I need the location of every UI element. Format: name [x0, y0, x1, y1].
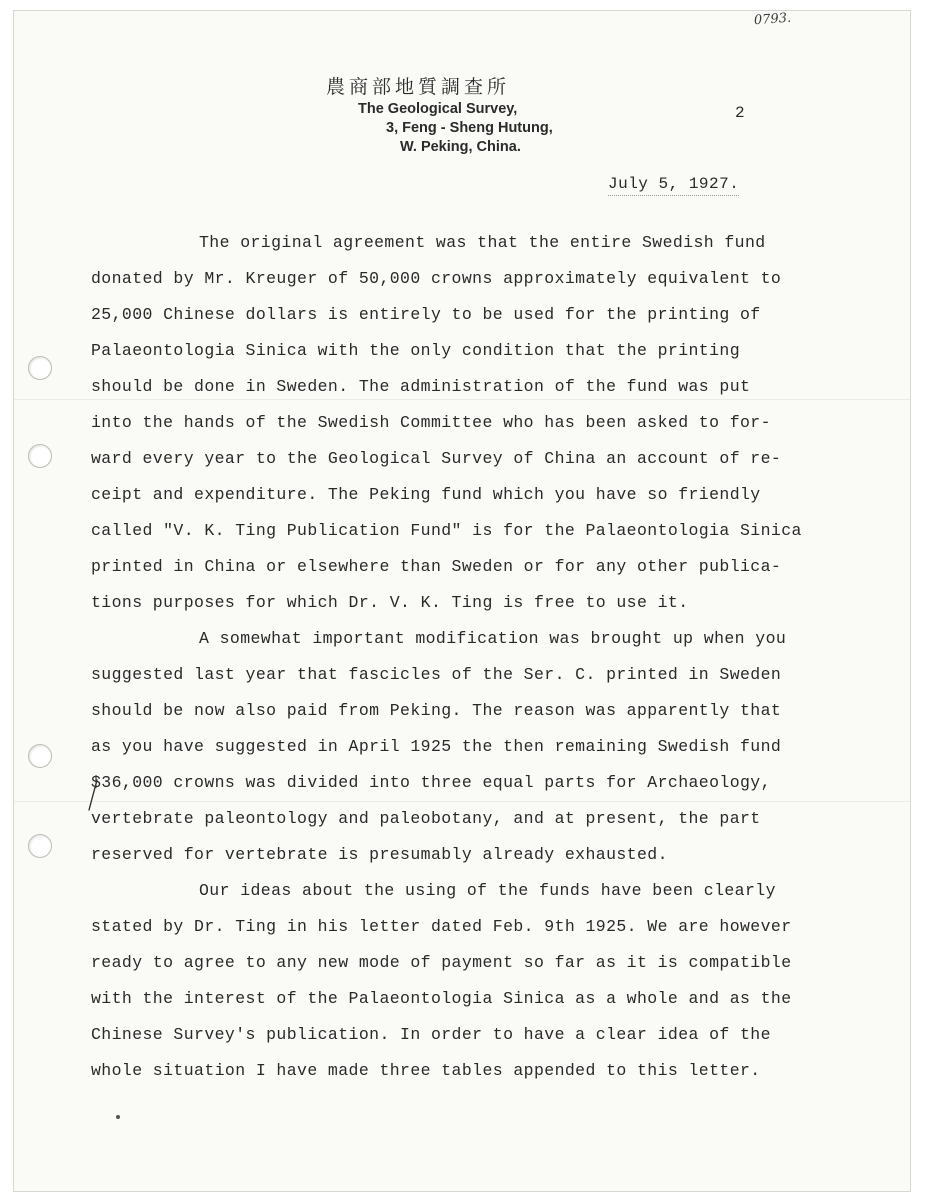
archive-number: 0793.	[753, 10, 792, 29]
text-line: printed in China or elsewhere than Sweden or for any other publica-	[91, 557, 782, 576]
text-line: ceipt and expenditure. The Peking fund which you have so friendly	[91, 485, 761, 504]
punch-hole	[28, 834, 52, 858]
text-line: Palaeontologia Sinica with the only condition that the printing	[91, 341, 741, 360]
text-line: stated by Dr. Ting in his letter dated Feb. 9th 1925. We are however	[91, 917, 792, 936]
text-line: ward every year to the Geological Survey of China an account of re-	[91, 449, 782, 468]
text-line: with the interest of the Palaeontologia Sinica as a whole and as the	[91, 989, 792, 1008]
paragraph-3	[91, 873, 851, 1089]
text-line: whole situation I have made three tables appended to this letter.	[91, 1061, 761, 1080]
text-line: should be now also paid from Peking. The reason was apparently that	[91, 701, 782, 720]
letterhead-chinese-name: 農商部地質調查所	[326, 76, 511, 98]
text-line: The original agreement was that the entire Swedish fund	[199, 233, 766, 252]
punch-hole	[28, 744, 52, 768]
page-number: 2	[735, 104, 745, 122]
text-line: donated by Mr. Kreuger of 50,000 crowns approximately equivalent to	[91, 269, 782, 288]
text-line: A somewhat important modification was brought up when you	[199, 629, 787, 648]
text-line: ready to agree to any new mode of payment so far as it is compatible	[91, 953, 792, 972]
text-line: $36,000 crowns was divided into three equal parts for Archaeology,	[91, 773, 771, 792]
letter-body	[91, 225, 851, 1089]
paragraph-1	[91, 225, 851, 621]
text-line: Our ideas about the using of the funds have been clearly	[199, 881, 776, 900]
text-line: suggested last year that fascicles of the Ser. C. printed in Sweden	[91, 665, 782, 684]
paragraph-2	[91, 621, 851, 873]
text-line: should be done in Sweden. The administration of the fund was put	[91, 377, 751, 396]
text-line: called "V. K. Ting Publication Fund" is for the Palaeontologia Sinica	[91, 521, 802, 540]
text-line: reserved for vertebrate is presumably already exhausted.	[91, 845, 668, 864]
letterhead-organization: The Geological Survey,	[358, 101, 518, 117]
text-line: vertebrate paleontology and paleobotany, and at present, the part	[91, 809, 761, 828]
text-line: as you have suggested in April 1925 the then remaining Swedish fund	[91, 737, 782, 756]
letterhead-city: W. Peking, China.	[400, 139, 521, 155]
text-line: tions purposes for which Dr. V. K. Ting is free to use it.	[91, 593, 689, 612]
text-line: 25,000 Chinese dollars is entirely to be used for the printing of	[91, 305, 761, 324]
punch-hole	[28, 444, 52, 468]
punch-hole	[28, 356, 52, 380]
text-line: into the hands of the Swedish Committee who has been asked to for-	[91, 413, 771, 432]
text-line: Chinese Survey's publication. In order to have a clear idea of the	[91, 1025, 771, 1044]
letterhead	[320, 74, 590, 157]
ink-speck	[116, 1115, 120, 1119]
letterhead-street: 3, Feng - Sheng Hutung,	[386, 120, 553, 136]
letter-date: July 5, 1927.	[608, 175, 739, 196]
